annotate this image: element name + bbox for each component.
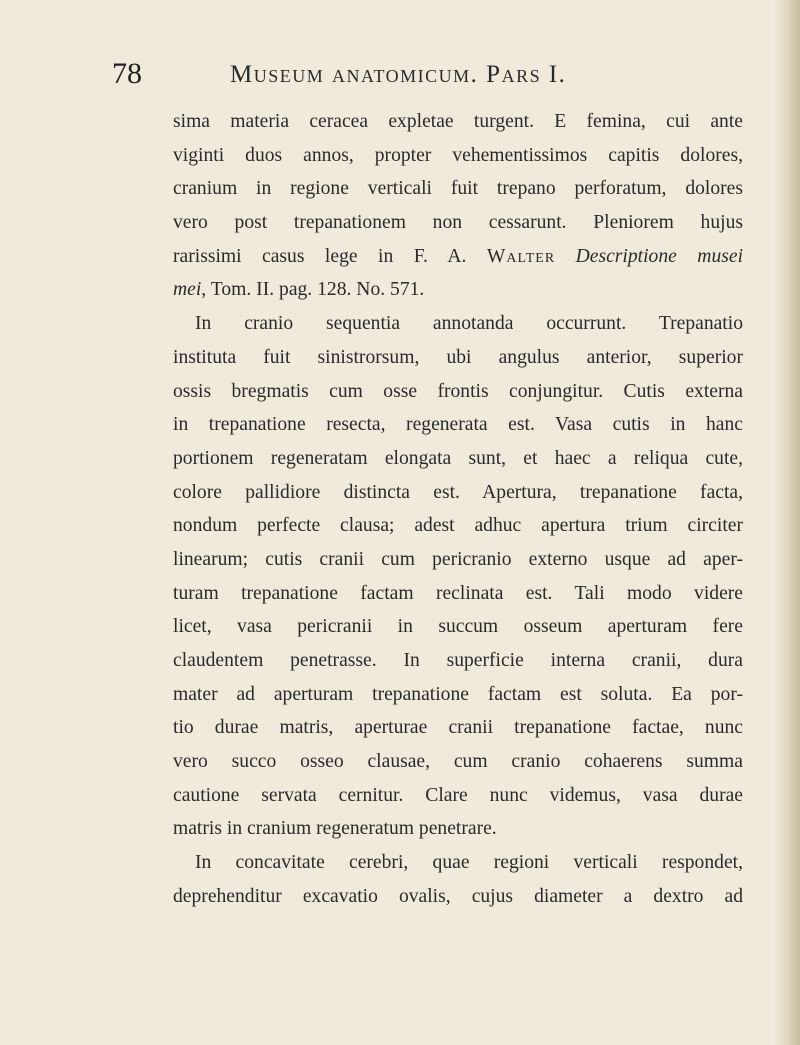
text-line: cranium in regione verticali fuit trepano perforatum, dolores: [173, 178, 743, 200]
text-line: vero post trepanationem non cessarunt. Pleniorem hujus: [173, 212, 743, 234]
text-line: instituta fuit sinistrorsum, ubi angulus anterior, superior: [173, 346, 743, 368]
text-line: mater ad aperturam trepanatione factam est soluta. Ea por-: [173, 683, 743, 705]
text-line: ossis bregmatis cum osse frontis conjungitur. Cutis externa: [173, 380, 743, 402]
text-line: deprehenditur excavatio ovalis, cujus diameter a dextro ad: [173, 885, 743, 907]
text-line: licet, vasa pericranii in succum osseum aperturam fere: [173, 616, 743, 638]
author-name: Walter: [486, 245, 556, 267]
text-line-citation: [173, 240, 743, 274]
work-title-cont: mei: [173, 279, 202, 301]
running-title: Museum anatomicum. Pars I.: [230, 61, 567, 88]
paragraph-start: In cranio sequentia annotanda occurrunt. Trepanatio: [195, 313, 743, 335]
text-line: colore pallidiore distincta est. Apertura, trepanatione facta,: [173, 481, 743, 503]
text-line: sima materia ceracea expletae turgent. E femina, cui ante: [173, 111, 743, 132]
work-title: Descriptione musei: [575, 245, 744, 267]
text-line: linearum; cutis cranii cum pericranio externo usque ad aper-: [173, 548, 743, 570]
page-header: [112, 56, 672, 96]
page-edge-shadow: [774, 0, 800, 1045]
body-text: [173, 105, 743, 914]
text-line: viginti duos annos, propter vehementissimos capitis dolores,: [173, 144, 743, 166]
text-line: nondum perfecte clausa; adest adhuc apertura trium circiter: [173, 515, 743, 537]
citation-prefix: rarissimi casus lege in F. A.: [173, 245, 467, 267]
text-line: tio durae matris, aperturae cranii trepanatione factae, nunc: [173, 717, 743, 739]
text-line: matris in cranium regeneratum penetrare.: [173, 818, 497, 840]
text-line: vero succo osseo clausae, cum cranio cohaerens summa: [173, 751, 743, 773]
text-line: in trepanatione resecta, regenerata est. Vasa cutis in hanc: [173, 414, 743, 436]
text-line: cautione servata cernitur. Clare nunc videmus, vasa durae: [173, 784, 743, 806]
text-line: turam trepanatione factam reclinata est. Tali modo videre: [173, 582, 743, 604]
text-line: claudentem penetrasse. In superficie interna cranii, dura: [173, 650, 743, 671]
paragraph-start: In concavitate cerebri, quae regioni verticali respondet,: [195, 852, 743, 874]
citation-rest: , Tom. II. pag. 128. No. 571.: [201, 279, 425, 301]
page-number: 78: [112, 57, 142, 90]
text-line-citation-end: [173, 273, 743, 307]
text-line: portionem regeneratam elongata sunt, et haec a reliqua cute,: [173, 447, 743, 469]
